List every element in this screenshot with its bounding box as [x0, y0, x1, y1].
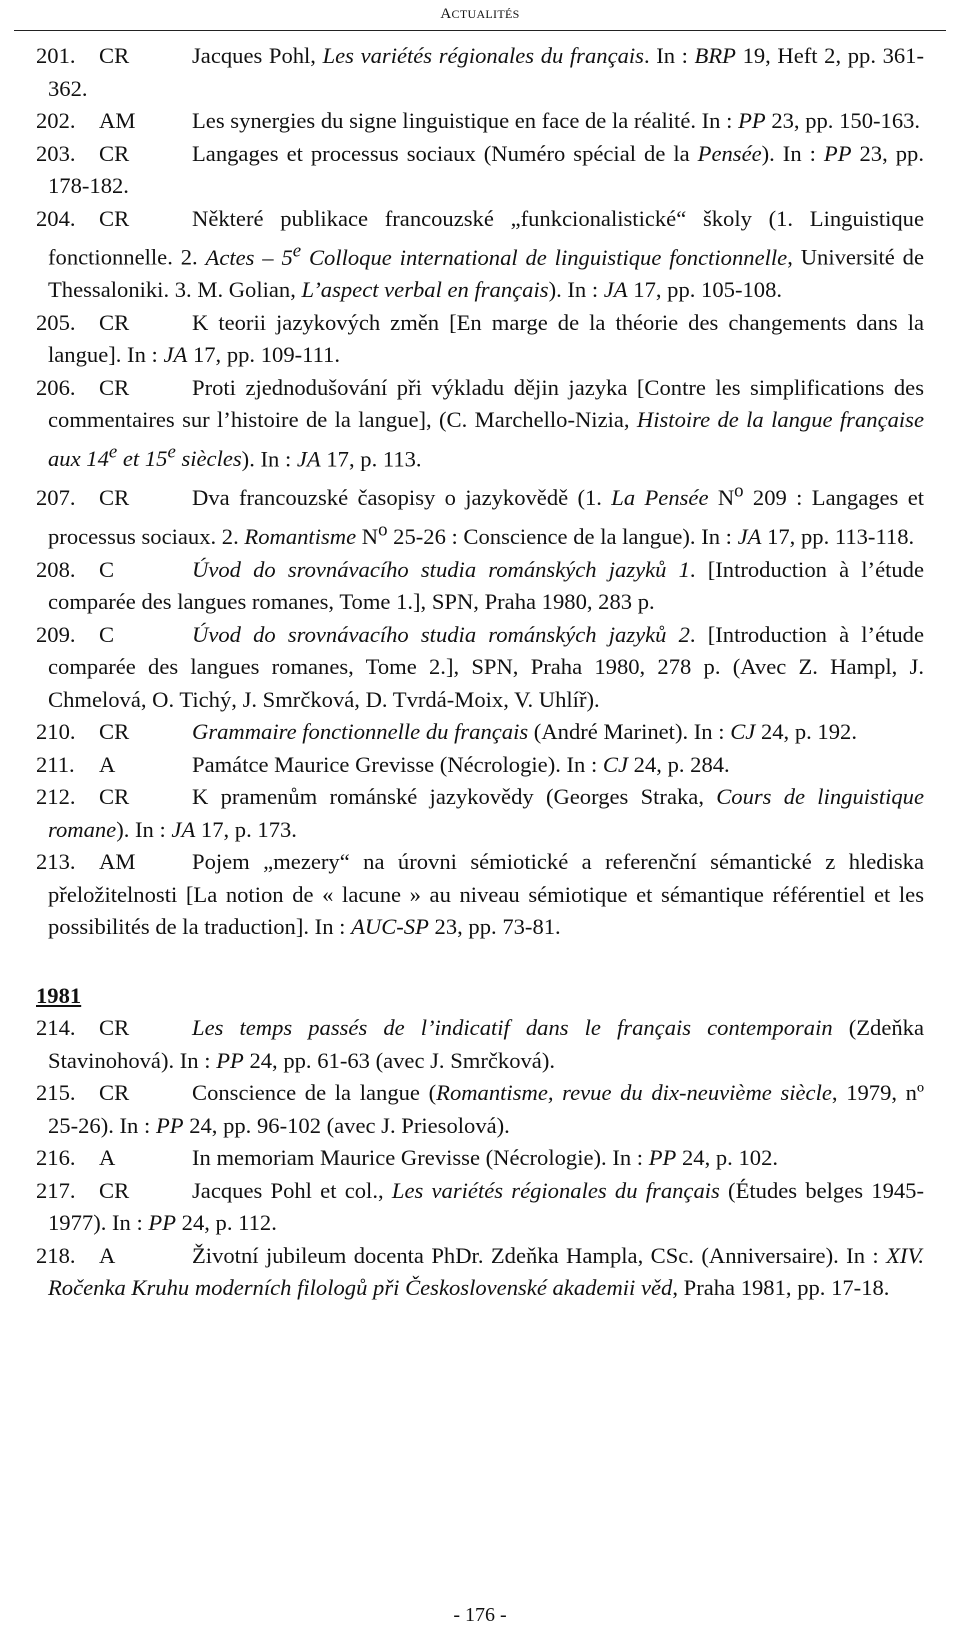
entry-type-code: CR: [99, 140, 130, 166]
entry-type-code: CR: [99, 309, 130, 335]
bib-entry: [36, 372, 924, 476]
entry-type-code: CR: [99, 719, 130, 745]
entry-number: 210.: [36, 719, 76, 745]
entry-type-code: C: [99, 621, 115, 647]
page-number: - 176 -: [453, 1604, 507, 1626]
entry-text: Les synergies du signe linguistique en face de la réalité. In : PP 23, pp. 150-163.: [192, 108, 921, 133]
entry-type-code: AM: [99, 108, 136, 133]
bib-entry: [36, 40, 924, 105]
entry-number: 209.: [36, 621, 76, 647]
bib-entry: [36, 619, 924, 717]
entry-type-code: CR: [99, 205, 130, 231]
entry-number: 208.: [36, 556, 76, 582]
entry-number: 216.: [36, 1145, 76, 1171]
entry-number: 213.: [36, 849, 76, 875]
entry-type-code: CR: [99, 1015, 130, 1041]
entry-text: Jacques Pohl et col., Les variétés régionales du français (Études belges 1945-1977). In : PP 24, p. 112.: [48, 1177, 924, 1236]
entry-text: Jacques Pohl, Les variétés régionales du français. In : BRP 19, Heft 2, pp. 361-362.: [48, 43, 924, 101]
entry-type-code: CR: [99, 485, 130, 511]
entry-number: 217.: [36, 1177, 76, 1203]
entry-type-code: A: [99, 751, 116, 777]
bib-entry: [36, 203, 924, 307]
bib-entry: [36, 846, 924, 944]
entry-text: Proti zjednodušování při výkladu dějin jazyka [Contre les simplifications des commentaires sur l’histoire de la langue], (C. Marchello-Nizia, Histoire de la langue française aux 14e et 15e siècles). In : JA 17, p. 113.: [48, 374, 924, 472]
entry-text: Památce Maurice Grevisse (Nécrologie). In : CJ 24, p. 284.: [192, 751, 730, 777]
entry-text: K pramenům románské jazykovědy (Georges Straka, Cours de linguistique romane). In : JA 17, p. 173.: [48, 784, 924, 842]
entry-text: Grammaire fonctionnelle du français (André Marinet). In : CJ 24, p. 192.: [192, 719, 857, 745]
entry-number: 211.: [36, 751, 75, 777]
entry-text: Conscience de la langue (Romantisme, revue du dix-neuvième siècle, 1979, nº 25-26). In : PP 24, pp. 96-102 (avec J. Priesolová).: [48, 1080, 924, 1138]
bib-entry: [36, 1175, 924, 1240]
entry-text: In memoriam Maurice Grevisse (Nécrologie). In : PP 24, p. 102.: [192, 1145, 779, 1171]
bib-entry: [36, 1240, 924, 1305]
entry-number: 214.: [36, 1015, 76, 1041]
header-rule: [14, 30, 946, 31]
entry-number: 212.: [36, 784, 76, 810]
entry-type-code: CR: [99, 1177, 130, 1203]
bibliography: [36, 40, 924, 1305]
entry-list-1980: [36, 40, 924, 944]
bib-entry: [36, 138, 924, 203]
bib-entry: [36, 476, 924, 554]
entry-list-1981: [36, 1012, 924, 1305]
entry-text: Úvod do srovnávacího studia románských jazyků 2. [Introduction à l’étude comparée des langues romanes, Tome 2.], SPN, Praha 1980, 278 p. (Avec Z. Hampl, J. Chmelová, O. Tichý, J. Smrčková, D. Tvrdá-Moix, V. Uhlíř).: [48, 621, 924, 712]
running-header: ACTUALITÉS: [440, 6, 520, 22]
entry-number: 201.: [36, 43, 76, 68]
entry-number: 203.: [36, 140, 76, 166]
entry-type-code: A: [99, 1145, 116, 1171]
entry-number: 215.: [36, 1080, 76, 1106]
year-heading: 1981: [36, 982, 82, 1008]
entry-number: 218.: [36, 1242, 76, 1268]
bib-entry: [36, 1142, 924, 1175]
entry-type-code: AM: [99, 849, 136, 875]
bib-entry: [36, 716, 924, 749]
entry-number: 206.: [36, 374, 76, 400]
bib-entry: [36, 554, 924, 619]
entry-text: Pojem „mezery“ na úrovni sémiotické a referenční sémantické z hlediska přeložitelnosti [La notion de « lacune » au niveau sémiotique et sémantique référentiel et les possibilités de la traduction]. In : AUC-SP 23, pp. 73-81.: [48, 849, 924, 940]
entry-number: 207.: [36, 485, 76, 511]
entry-text: Úvod do srovnávacího studia románských jazyků 1. [Introduction à l’étude comparée des langues romanes, Tome 1.], SPN, Praha 1980, 283 p.: [48, 556, 924, 615]
entry-type-code: CR: [99, 374, 130, 400]
entry-text: Les temps passés de l’indicatif dans le français contemporain (Zdeňka Stavinohová). In : PP 24, pp. 61-63 (avec J. Smrčková).: [48, 1015, 925, 1073]
entry-text: K teorii jazykových změn [En marge de la théorie des changements dans la langue]. In : JA 17, pp. 109-111.: [48, 309, 924, 368]
bib-entry: [36, 749, 924, 782]
entry-type-code: CR: [99, 784, 130, 810]
entry-type-code: CR: [99, 1080, 130, 1106]
entry-text: Dva francouzské časopisy o jazykovědě (1. La Pensée $N^o$ 209 : Langages et processus sociaux. 2. Romantisme $N^o$ 25-26 : Conscience de la langue). In : JA 17, pp. 113-118.: [48, 480, 924, 550]
entry-number: 205.: [36, 309, 76, 335]
entry-number: 202.: [36, 108, 76, 133]
bib-entry: [36, 105, 924, 138]
bib-entry: [36, 307, 924, 372]
entry-type-code: C: [99, 556, 115, 582]
entry-number: 204.: [36, 205, 76, 231]
entry-text: Langages et processus sociaux (Numéro spécial de la Pensée). In : PP 23, pp. 178-182.: [48, 140, 924, 198]
bib-entry: [36, 781, 924, 846]
entry-type-code: CR: [99, 43, 130, 68]
entry-text: Životní jubileum docenta PhDr. Zdeňka Hampla, CSc. (Anniversaire). In : XIV. Ročenka Kruhu moderních filologů při Československé akademii věd, Praha 1981, pp. 17-18.: [48, 1242, 924, 1301]
bib-entry: [36, 1077, 924, 1142]
bib-entry: [36, 1012, 924, 1077]
entry-type-code: A: [99, 1242, 116, 1268]
entry-text: Některé publikace francouzské „funkcionalistické“ školy (1. Linguistique fonctionnelle. 2. Actes – 5e Colloque international de linguistique fonctionnelle, Université de Thessaloniki. 3. M. Golian, L’aspect verbal en français). In : JA 17, pp. 105-108.: [48, 205, 925, 303]
